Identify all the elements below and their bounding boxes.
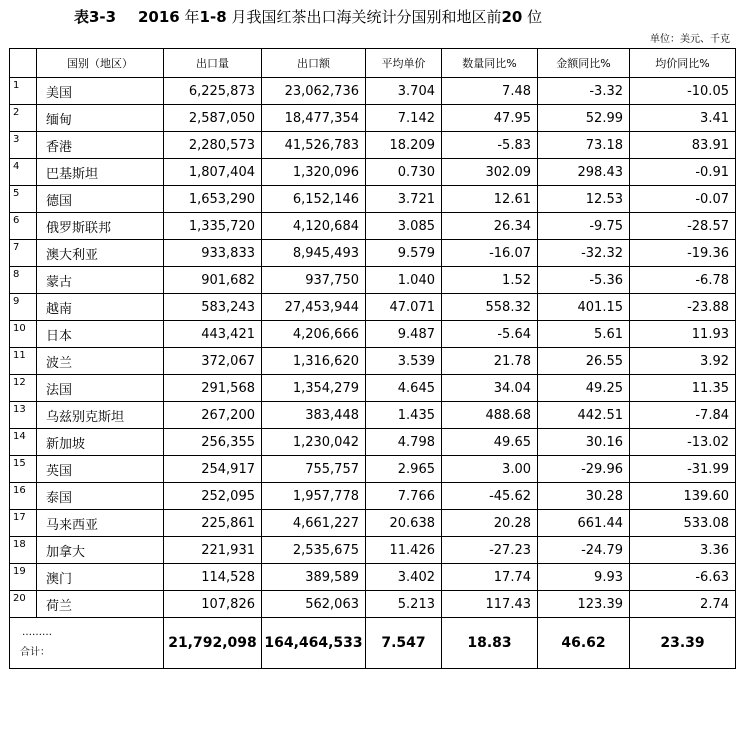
row-country: 缅甸 — [37, 105, 164, 132]
table-row — [10, 564, 736, 591]
table-row — [10, 159, 736, 186]
row-country: 日本 — [37, 321, 164, 348]
row-rank: 6 — [10, 213, 37, 240]
row-value-yoy: 49.25 — [538, 375, 630, 402]
row-rank: 15 — [10, 456, 37, 483]
row-volume: 114,528 — [164, 564, 262, 591]
row-value: 4,120,684 — [262, 213, 366, 240]
row-country: 俄罗斯联邦 — [37, 213, 164, 240]
row-volume: 254,917 — [164, 456, 262, 483]
table-row — [10, 348, 736, 375]
row-unit-price: 3.402 — [366, 564, 442, 591]
header-rank — [10, 49, 37, 78]
row-value: 18,477,354 — [262, 105, 366, 132]
row-value: 6,152,146 — [262, 186, 366, 213]
row-volume-yoy: 302.09 — [442, 159, 538, 186]
unit-note: 单位：美元、千克 — [650, 34, 730, 45]
row-value: 41,526,783 — [262, 132, 366, 159]
row-country: 加拿大 — [37, 537, 164, 564]
table-title — [74, 6, 542, 27]
header-value: 出口额 — [262, 49, 366, 78]
row-rank: 20 — [10, 591, 37, 618]
row-value: 4,206,666 — [262, 321, 366, 348]
row-value: 383,448 — [262, 402, 366, 429]
row-volume: 225,861 — [164, 510, 262, 537]
row-value-yoy: 442.51 — [538, 402, 630, 429]
row-volume: 901,682 — [164, 267, 262, 294]
row-rank: 12 — [10, 375, 37, 402]
row-unit-price: 2.965 — [366, 456, 442, 483]
row-country: 巴基斯坦 — [37, 159, 164, 186]
row-value-yoy: -24.79 — [538, 537, 630, 564]
row-rank: 4 — [10, 159, 37, 186]
table-row — [10, 105, 736, 132]
row-volume-yoy: 488.68 — [442, 402, 538, 429]
row-rank: 13 — [10, 402, 37, 429]
total-ellipsis: ……… — [22, 627, 52, 638]
row-rank: 11 — [10, 348, 37, 375]
row-price-yoy: 2.74 — [630, 591, 736, 618]
title-year: 2016 — [138, 8, 180, 26]
row-rank: 5 — [10, 186, 37, 213]
row-rank: 10 — [10, 321, 37, 348]
row-volume-yoy: 26.34 — [442, 213, 538, 240]
row-unit-price: 7.142 — [366, 105, 442, 132]
row-price-yoy: -10.05 — [630, 78, 736, 105]
total-unit-price: 7.547 — [366, 618, 442, 669]
row-country: 香港 — [37, 132, 164, 159]
row-value: 27,453,944 — [262, 294, 366, 321]
table-row — [10, 510, 736, 537]
row-volume: 252,095 — [164, 483, 262, 510]
header-value-yoy: 金额同比% — [538, 49, 630, 78]
header-country: 国别（地区） — [37, 49, 164, 78]
table-row — [10, 537, 736, 564]
table-row — [10, 294, 736, 321]
title-text-3: 位 — [527, 8, 543, 26]
row-country: 德国 — [37, 186, 164, 213]
row-volume-yoy: 20.28 — [442, 510, 538, 537]
row-volume: 256,355 — [164, 429, 262, 456]
row-value-yoy: 12.53 — [538, 186, 630, 213]
row-volume-yoy: 1.52 — [442, 267, 538, 294]
row-value: 4,661,227 — [262, 510, 366, 537]
row-value: 8,945,493 — [262, 240, 366, 267]
row-volume: 6,225,873 — [164, 78, 262, 105]
row-value-yoy: 9.93 — [538, 564, 630, 591]
row-volume: 583,243 — [164, 294, 262, 321]
row-country: 蒙古 — [37, 267, 164, 294]
row-value-yoy: 401.15 — [538, 294, 630, 321]
row-volume: 443,421 — [164, 321, 262, 348]
row-value-yoy: -29.96 — [538, 456, 630, 483]
row-price-yoy: -28.57 — [630, 213, 736, 240]
row-price-yoy: 83.91 — [630, 132, 736, 159]
row-unit-price: 47.071 — [366, 294, 442, 321]
row-country: 马来西亚 — [37, 510, 164, 537]
row-unit-price: 20.638 — [366, 510, 442, 537]
row-value: 2,535,675 — [262, 537, 366, 564]
row-rank: 19 — [10, 564, 37, 591]
header-price-yoy: 均价同比% — [630, 49, 736, 78]
header-row — [10, 49, 736, 78]
row-volume: 1,653,290 — [164, 186, 262, 213]
row-volume: 1,335,720 — [164, 213, 262, 240]
row-value: 1,316,620 — [262, 348, 366, 375]
row-unit-price: 3.721 — [366, 186, 442, 213]
row-country: 波兰 — [37, 348, 164, 375]
total-value-yoy: 46.62 — [538, 618, 630, 669]
row-volume: 221,931 — [164, 537, 262, 564]
row-volume: 2,587,050 — [164, 105, 262, 132]
table-row — [10, 483, 736, 510]
row-country: 英国 — [37, 456, 164, 483]
row-value: 1,230,042 — [262, 429, 366, 456]
row-value: 1,957,778 — [262, 483, 366, 510]
row-unit-price: 3.539 — [366, 348, 442, 375]
row-volume-yoy: 21.78 — [442, 348, 538, 375]
row-volume-yoy: 558.32 — [442, 294, 538, 321]
row-value: 562,063 — [262, 591, 366, 618]
row-value-yoy: -32.32 — [538, 240, 630, 267]
row-price-yoy: -7.84 — [630, 402, 736, 429]
row-volume: 291,568 — [164, 375, 262, 402]
row-price-yoy: -31.99 — [630, 456, 736, 483]
row-price-yoy: 11.93 — [630, 321, 736, 348]
table-row — [10, 267, 736, 294]
row-value-yoy: 30.16 — [538, 429, 630, 456]
row-unit-price: 7.766 — [366, 483, 442, 510]
header-volume: 出口量 — [164, 49, 262, 78]
table-row — [10, 591, 736, 618]
row-unit-price: 3.085 — [366, 213, 442, 240]
row-country: 美国 — [37, 78, 164, 105]
row-volume-yoy: -16.07 — [442, 240, 538, 267]
row-country: 乌兹别克斯坦 — [37, 402, 164, 429]
row-volume: 107,826 — [164, 591, 262, 618]
row-price-yoy: -0.91 — [630, 159, 736, 186]
table-row — [10, 132, 736, 159]
row-rank: 2 — [10, 105, 37, 132]
row-unit-price: 0.730 — [366, 159, 442, 186]
header-unit-price: 平均单价 — [366, 49, 442, 78]
row-country: 泰国 — [37, 483, 164, 510]
table-row — [10, 78, 736, 105]
title-period: 1-8 — [199, 8, 227, 26]
row-rank: 9 — [10, 294, 37, 321]
row-volume-yoy: 7.48 — [442, 78, 538, 105]
row-rank: 3 — [10, 132, 37, 159]
header-volume-yoy: 数量同比% — [442, 49, 538, 78]
row-price-yoy: -13.02 — [630, 429, 736, 456]
row-volume: 267,200 — [164, 402, 262, 429]
row-unit-price: 9.487 — [366, 321, 442, 348]
row-unit-price: 9.579 — [366, 240, 442, 267]
row-volume-yoy: 34.04 — [442, 375, 538, 402]
row-value-yoy: 298.43 — [538, 159, 630, 186]
row-volume-yoy: -45.62 — [442, 483, 538, 510]
row-volume-yoy: 12.61 — [442, 186, 538, 213]
row-volume-yoy: 47.95 — [442, 105, 538, 132]
row-unit-price: 4.645 — [366, 375, 442, 402]
row-value-yoy: 30.28 — [538, 483, 630, 510]
table-row — [10, 375, 736, 402]
row-country: 荷兰 — [37, 591, 164, 618]
row-volume: 933,833 — [164, 240, 262, 267]
row-volume-yoy: 49.65 — [442, 429, 538, 456]
row-price-yoy: 3.92 — [630, 348, 736, 375]
row-unit-price: 1.435 — [366, 402, 442, 429]
row-unit-price: 5.213 — [366, 591, 442, 618]
table-row — [10, 213, 736, 240]
row-value-yoy: 52.99 — [538, 105, 630, 132]
row-unit-price: 18.209 — [366, 132, 442, 159]
row-price-yoy: -6.63 — [630, 564, 736, 591]
row-unit-price: 3.704 — [366, 78, 442, 105]
row-volume-yoy: 3.00 — [442, 456, 538, 483]
table-row — [10, 456, 736, 483]
row-price-yoy: 3.41 — [630, 105, 736, 132]
row-value: 755,757 — [262, 456, 366, 483]
total-value: 164,464,533 — [262, 618, 366, 669]
table-row — [10, 321, 736, 348]
total-row — [10, 618, 736, 669]
row-volume: 2,280,573 — [164, 132, 262, 159]
row-value-yoy: 661.44 — [538, 510, 630, 537]
row-price-yoy: -0.07 — [630, 186, 736, 213]
row-volume-yoy: -27.23 — [442, 537, 538, 564]
row-volume: 372,067 — [164, 348, 262, 375]
title-text-2: 月我国红茶出口海关统计分国别和地区前 — [231, 8, 502, 26]
row-value: 1,320,096 — [262, 159, 366, 186]
row-rank: 7 — [10, 240, 37, 267]
row-volume-yoy: 117.43 — [442, 591, 538, 618]
row-volume: 1,807,404 — [164, 159, 262, 186]
table-row — [10, 402, 736, 429]
row-value: 937,750 — [262, 267, 366, 294]
row-volume-yoy: -5.83 — [442, 132, 538, 159]
row-unit-price: 11.426 — [366, 537, 442, 564]
row-rank: 16 — [10, 483, 37, 510]
row-price-yoy: 139.60 — [630, 483, 736, 510]
row-rank: 1 — [10, 78, 37, 105]
total-volume-yoy: 18.83 — [442, 618, 538, 669]
table-row — [10, 429, 736, 456]
row-value-yoy: -9.75 — [538, 213, 630, 240]
total-price-yoy: 23.39 — [630, 618, 736, 669]
row-value-yoy: 26.55 — [538, 348, 630, 375]
row-price-yoy: 3.36 — [630, 537, 736, 564]
row-price-yoy: 533.08 — [630, 510, 736, 537]
row-rank: 14 — [10, 429, 37, 456]
row-price-yoy: -6.78 — [630, 267, 736, 294]
row-rank: 8 — [10, 267, 37, 294]
row-value: 389,589 — [262, 564, 366, 591]
row-country: 澳大利亚 — [37, 240, 164, 267]
total-label-cell — [10, 618, 164, 669]
table-row — [10, 240, 736, 267]
row-value: 1,354,279 — [262, 375, 366, 402]
row-value: 23,062,736 — [262, 78, 366, 105]
row-value-yoy: -3.32 — [538, 78, 630, 105]
row-volume-yoy: -5.64 — [442, 321, 538, 348]
row-value-yoy: 73.18 — [538, 132, 630, 159]
row-value-yoy: 5.61 — [538, 321, 630, 348]
table-row — [10, 186, 736, 213]
export-table — [9, 48, 736, 669]
title-text-1: 年 — [184, 8, 200, 26]
row-price-yoy: -19.36 — [630, 240, 736, 267]
row-unit-price: 4.798 — [366, 429, 442, 456]
row-rank: 18 — [10, 537, 37, 564]
row-value-yoy: 123.39 — [538, 591, 630, 618]
row-value-yoy: -5.36 — [538, 267, 630, 294]
row-country: 新加坡 — [37, 429, 164, 456]
row-country: 法国 — [37, 375, 164, 402]
total-volume: 21,792,098 — [164, 618, 262, 669]
table-number: 表3-3 — [74, 8, 117, 26]
row-country: 越南 — [37, 294, 164, 321]
row-country: 澳门 — [37, 564, 164, 591]
total-label: 合计： — [20, 647, 50, 658]
title-top-n: 20 — [501, 8, 523, 26]
row-rank: 17 — [10, 510, 37, 537]
row-price-yoy: 11.35 — [630, 375, 736, 402]
row-price-yoy: -23.88 — [630, 294, 736, 321]
row-unit-price: 1.040 — [366, 267, 442, 294]
row-volume-yoy: 17.74 — [442, 564, 538, 591]
